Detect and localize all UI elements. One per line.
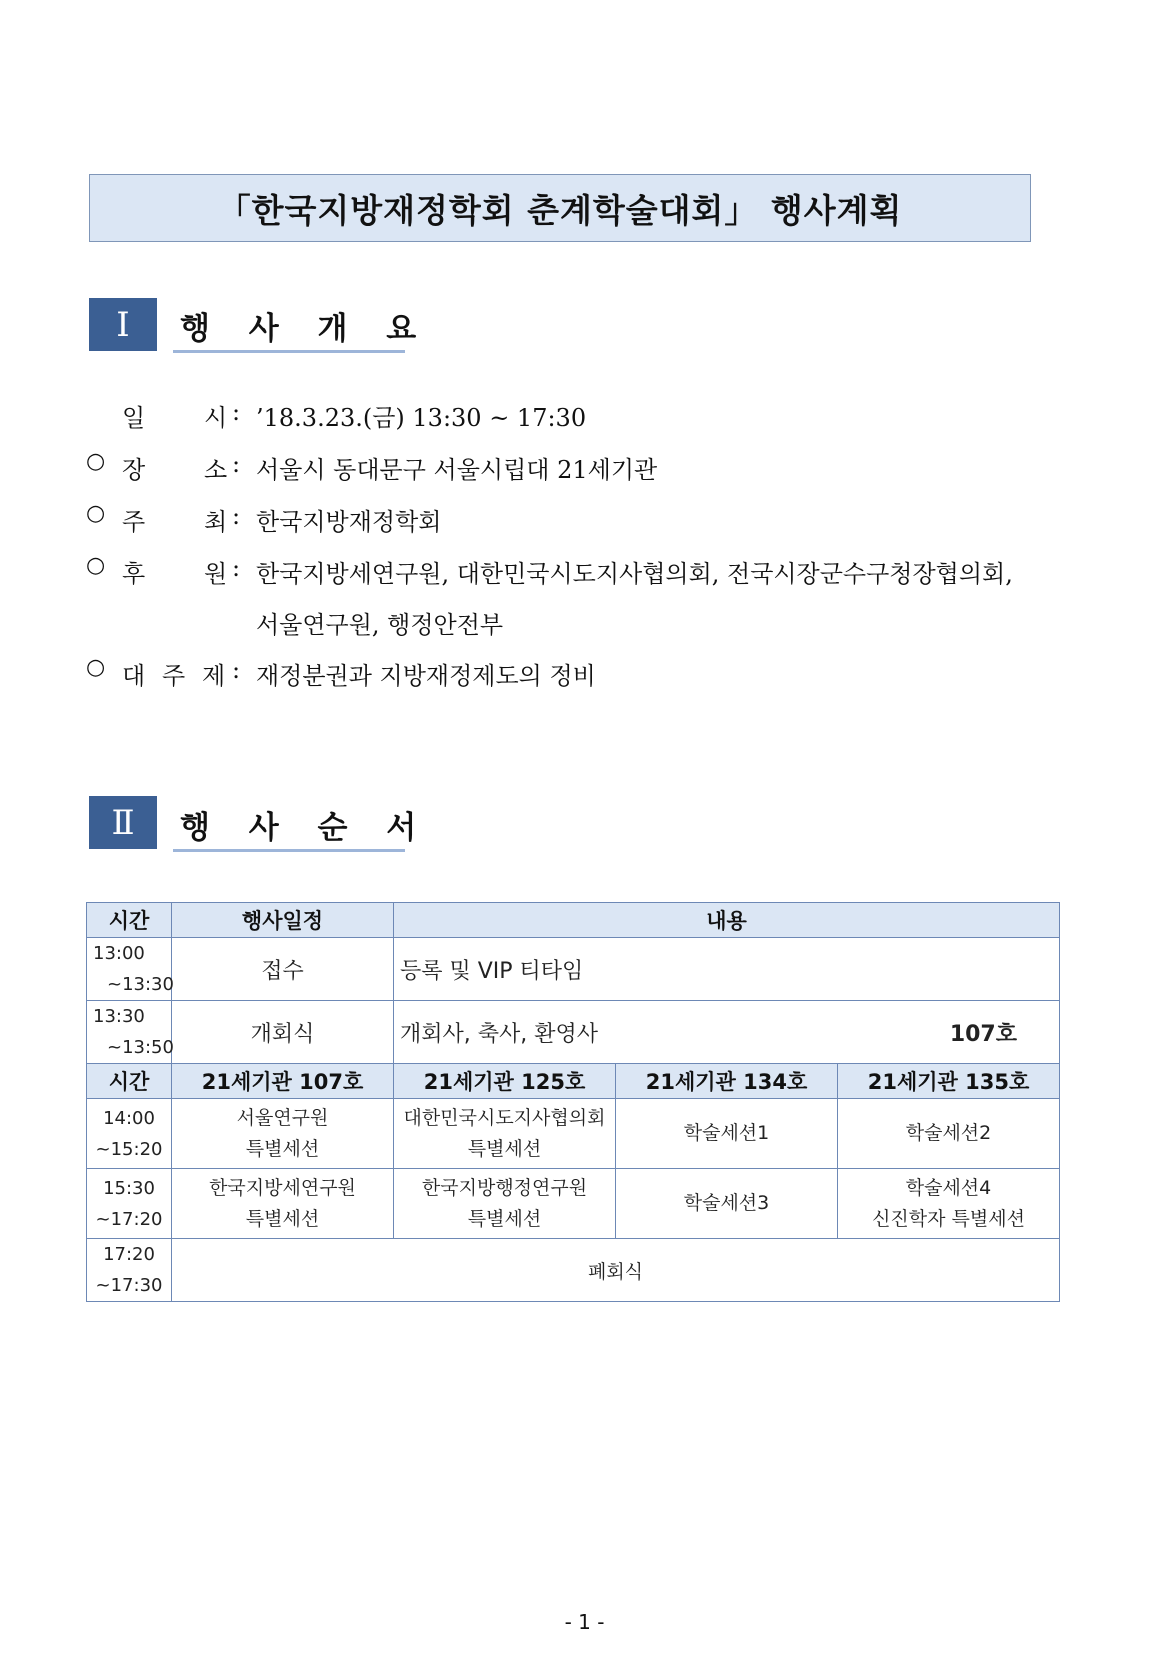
time-cell: 17:20 ~17:30 <box>87 1239 172 1302</box>
schedule-table <box>86 902 1060 1302</box>
time-cell: 13:00 ~13:30 <box>87 938 172 1001</box>
overview-value: ’18.3.23.(금) 13:30 ~ 17:30 <box>256 404 587 432</box>
session-cell: 학술세션1 <box>616 1099 838 1169</box>
table-row <box>87 1239 1060 1302</box>
session-cell: 한국지방행정연구원 특별세션 <box>394 1169 616 1239</box>
session-cell: 대한민국시도지사협의회 특별세션 <box>394 1099 616 1169</box>
session-cell: 서울연구원 특별세션 <box>172 1099 394 1169</box>
time-cell: 15:30 ~17:20 <box>87 1169 172 1239</box>
session-cell: 학술세션2 <box>838 1099 1060 1169</box>
session-cell: 학술세션4 신진학자 특별세션 <box>838 1169 1060 1239</box>
bullet-icon: ○ <box>86 501 106 526</box>
content-text: 개회사, 축사, 환영사 <box>400 1021 598 1047</box>
room-label: 107호 <box>949 1021 1017 1047</box>
table-row <box>87 1169 1060 1239</box>
section-1-underline <box>173 350 405 353</box>
subheader-time: 시간 <box>87 1064 172 1099</box>
section-2-underline <box>173 849 405 852</box>
section-1-numeral: Ⅰ <box>89 298 157 351</box>
content-cell: 등록 및 VIP 티타임 <box>394 938 1060 1001</box>
event-cell: 개회식 <box>172 1001 394 1064</box>
header-event: 행사일정 <box>172 903 394 938</box>
time-cell: 13:30 ~13:50 <box>87 1001 172 1064</box>
subheader-room-135: 21세기관 135호 <box>838 1064 1060 1099</box>
subheader-room-125: 21세기관 125호 <box>394 1064 616 1099</box>
table-header-row <box>87 903 1060 938</box>
table-row <box>87 1001 1060 1064</box>
section-1-title: 행 사 개 요 <box>180 311 431 347</box>
header-time: 시간 <box>87 903 172 938</box>
overview-value: 재정분권과 지방재정제도의 정비 <box>256 662 596 690</box>
subheader-room-134: 21세기관 134호 <box>616 1064 838 1099</box>
header-content: 내용 <box>394 903 1060 938</box>
section-2-numeral: Ⅱ <box>89 796 157 849</box>
bullet-icon: ○ <box>86 553 106 578</box>
time-cell: 14:00 ~15:20 <box>87 1099 172 1169</box>
page-number: - 1 - <box>564 1610 605 1634</box>
table-row <box>87 938 1060 1001</box>
session-cell: 학술세션3 <box>616 1169 838 1239</box>
section-2-title: 행 사 순 서 <box>180 810 431 846</box>
session-cell: 한국지방세연구원 특별세션 <box>172 1169 394 1239</box>
event-cell: 접수 <box>172 938 394 1001</box>
closing-cell: 폐회식 <box>172 1239 1060 1302</box>
overview-value: 한국지방재정학회 <box>256 508 442 536</box>
content-cell <box>394 1001 1060 1064</box>
overview-value: 서울시 동대문구 서울시립대 21세기관 <box>256 456 658 484</box>
bullet-icon: ○ <box>86 655 106 680</box>
bullet-icon: ○ <box>86 449 106 474</box>
table-subheader-row <box>87 1064 1060 1099</box>
subheader-room-107: 21세기관 107호 <box>172 1064 394 1099</box>
overview-value-continued: 서울연구원, 행정안전부 <box>256 611 504 639</box>
overview-value: 한국지방세연구원, 대한민국시도지사협의회, 전국시장군수구청장협의회, <box>256 560 1013 588</box>
document-title: 「한국지방재정학회 춘계학술대회」 행사계획 <box>89 174 1031 242</box>
table-row <box>87 1099 1060 1169</box>
